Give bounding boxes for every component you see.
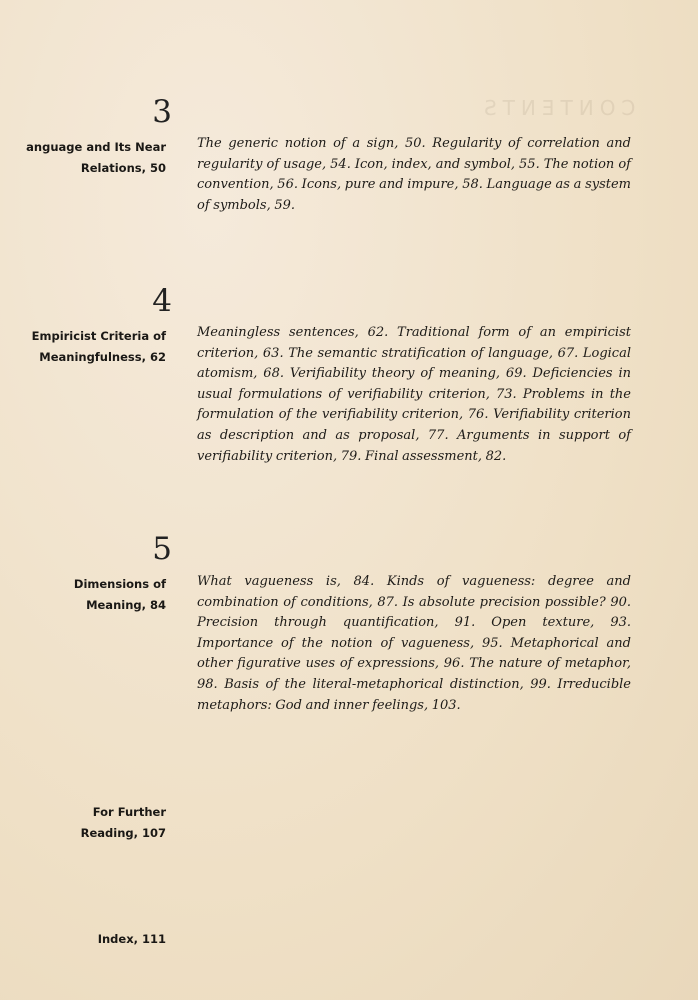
further-reading-line-2: Reading, 107: [80, 826, 166, 840]
chapter-4-description: Meaningless sentences, 62. Traditional form of an empiricist criterion, 63. The semantic stratification of language, 67. Logical atomism, 68. Verifiability theory of meaning, 69. Deficiencies in usual formulations of verifiability criterion, 73. Problems in the formulation of the verifiability criterion, 76. Verifiability criterion as description and as proposal, 77. Arguments in support of verifiability criterion, 79. Final assessment, 82.: [197, 325, 631, 464]
chapter-4-title-line-1: Empiricist Criteria of: [31, 329, 166, 343]
chapter-3-description: The generic notion of a sign, 50. Regularity of correlation and regularity of usage, 54. Icon, index, and symbol, 55. The notion of convention, 56. Icons, pure and impure, 58. Language as a system of symbols, 59.: [197, 136, 631, 213]
chapter-3-title-line-2: Relations, 50: [80, 161, 166, 175]
chapter-3-title: [20, 137, 166, 179]
further-reading-line-1: For Further: [92, 805, 166, 819]
chapter-4-number: 4: [152, 283, 172, 319]
chapter-4-title: [20, 326, 166, 368]
chapter-3-title-line-1: anguage and Its Near: [26, 140, 166, 154]
show-through-heading: CONTENTS: [478, 96, 636, 120]
chapter-5-number: 5: [152, 531, 172, 567]
index-entry: Index, 111: [97, 932, 166, 946]
chapter-5-title-line-2: Meaning, 84: [86, 598, 166, 612]
chapter-5-title-line-1: Dimensions of: [73, 577, 166, 591]
chapter-4-title-line-2: Meaningfulness, 62: [39, 350, 166, 364]
chapter-3-number: 3: [152, 94, 172, 130]
chapter-5-description: What vagueness is, 84. Kinds of vagueness: degree and combination of conditions, 87. Is absolute precision possible? 90. Precision through quantification, 91. Open texture, 93. Importance of the notion of vagueness, 95. Metaphorical and other figurative uses of expressions, 96. The nature of metaphor, 98. Basis of the literal-metaphorical distinction, 99. Irreducible metaphors: God and inner feelings, 103.: [197, 574, 631, 713]
further-reading-entry: [20, 802, 166, 844]
chapter-5-title: [20, 574, 166, 616]
